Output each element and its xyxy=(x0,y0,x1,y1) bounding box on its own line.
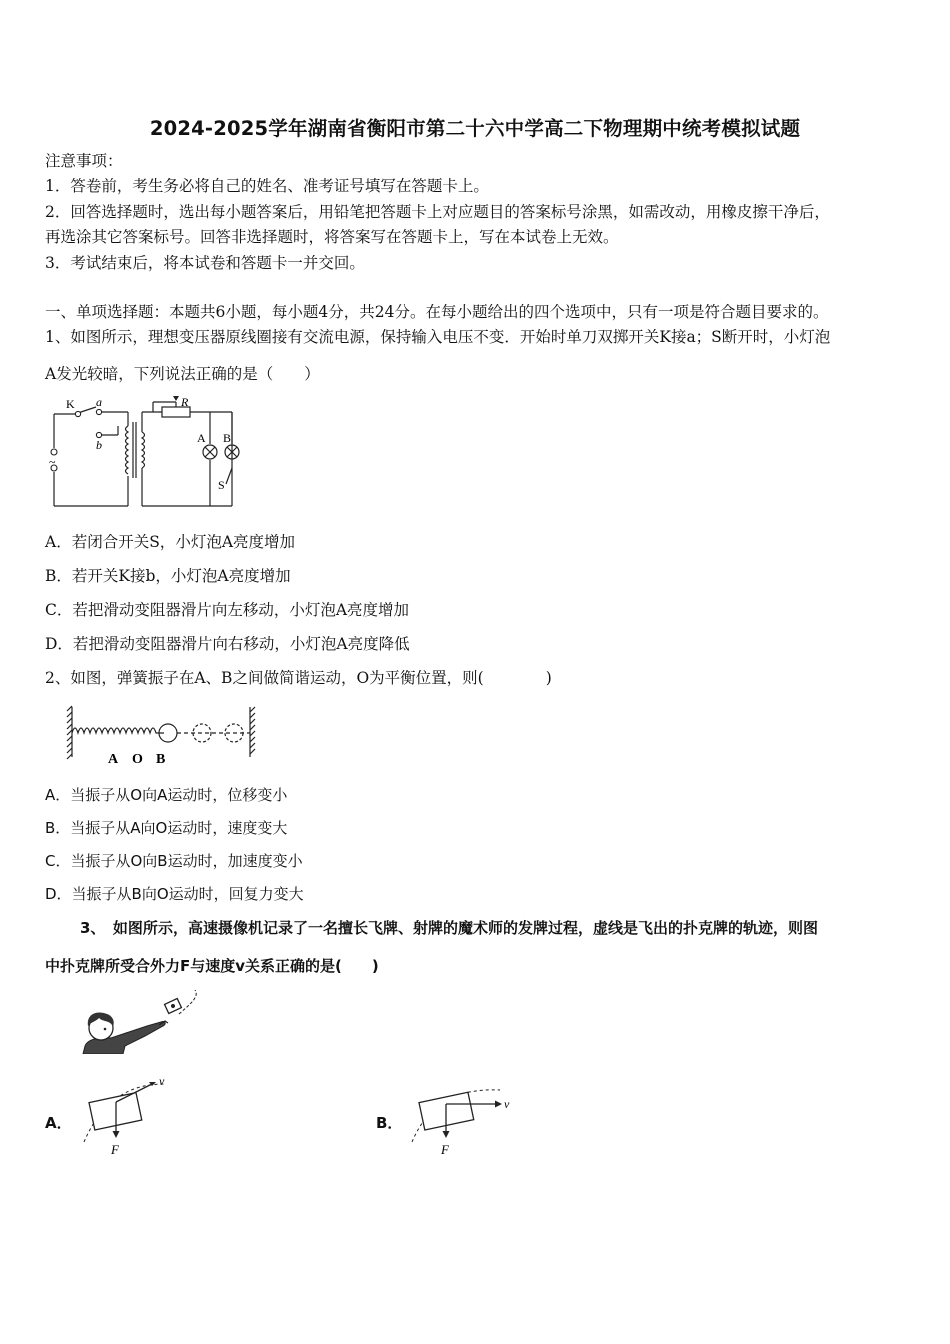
label-k: K xyxy=(66,397,75,411)
velocity-label: v xyxy=(504,1097,510,1111)
q3-option-b-label[interactable]: B． xyxy=(376,1114,403,1132)
label-a: a xyxy=(96,395,102,409)
q2-option-c[interactable]: C．当振子从O向B运动时，加速度变小 xyxy=(45,852,303,870)
ac-source-icon: ~ xyxy=(49,455,56,469)
label-o: O xyxy=(132,752,143,767)
q2-stem: 2、如图，弹簧振子在A、B之间做简谐运动，O为平衡位置，则( ) xyxy=(45,669,552,687)
q3-stem: 中扑克牌所受合外力F与速度v关系正确的是( ) xyxy=(45,957,379,975)
q1-option-c[interactable]: C．若把滑动变阻器滑片向左移动，小灯泡A亮度增加 xyxy=(45,601,410,619)
q1-stem: A发光较暗，下列说法正确的是（ ） xyxy=(45,365,320,383)
label-r: R xyxy=(181,395,189,409)
q1-stem: 1、如图所示，理想变压器原线圈接有交流电源，保持输入电压不变．开始时单刀双掷开关K接a；S断开时，小灯泡 xyxy=(45,328,831,346)
q3-option-b-figure[interactable] xyxy=(408,1072,518,1160)
force-label: F xyxy=(441,1142,449,1157)
q2-option-b[interactable]: B．当振子从A向O运动时，速度变大 xyxy=(45,819,288,837)
q1-option-b[interactable]: B．若开关K接b，小灯泡A亮度增加 xyxy=(45,567,291,585)
section-heading: 一、单项选择题：本题共6小题，每小题4分，共24分。在每小题给出的四个选项中，只有一项是符合题目要求的。 xyxy=(45,303,829,321)
label-a: A xyxy=(108,752,119,767)
q1-option-d[interactable]: D．若把滑动变阻器滑片向右移动，小灯泡A亮度降低 xyxy=(45,635,410,653)
force-label: F xyxy=(111,1142,119,1157)
label-b: B xyxy=(156,752,166,767)
notice-item: 1．答卷前，考生务必将自己的姓名、准考证号填写在答题卡上。 xyxy=(45,177,489,195)
spring-oscillator-figure xyxy=(64,703,260,769)
notice-heading: 注意事项： xyxy=(45,152,123,170)
q3-option-a-label[interactable]: A． xyxy=(45,1114,72,1132)
q2-option-a[interactable]: A．当振子从O向A运动时，位移变小 xyxy=(45,786,288,804)
notice-item: 再选涂其它答案标号。回答非选择题时，将答案写在答题卡上，写在本试卷上无效。 xyxy=(45,228,619,246)
q3-stem: 3、 如图所示，高速摄像机记录了一名擅长飞牌、射牌的魔术师的发牌过程，虚线是飞出的扑克牌的轨迹，则图 xyxy=(80,919,818,937)
magician-figure xyxy=(75,988,200,1054)
notice-item: 3．考试结束后，将本试卷和答题卡一并交回。 xyxy=(45,254,365,272)
notice-item: 2．回答选择题时，选出每小题答案后，用铅笔把答题卡上对应题目的答案标号涂黑，如需改动，用橡皮擦干净后， xyxy=(45,203,830,221)
label-b: b xyxy=(96,438,102,452)
q3-option-a-figure[interactable] xyxy=(80,1072,180,1160)
velocity-label: v xyxy=(159,1074,165,1088)
q2-option-d[interactable]: D．当振子从B向O运动时，回复力变大 xyxy=(45,885,304,903)
label-s: S xyxy=(218,478,225,492)
label-lamp-b: B xyxy=(223,431,232,445)
page-title: 2024-2025学年湖南省衡阳市第二十六中学高二下物理期中统考模拟试题 xyxy=(149,117,801,140)
q1-option-a[interactable]: A．若闭合开关S，小灯泡A亮度增加 xyxy=(45,533,296,551)
label-lamp-a: A xyxy=(197,431,206,445)
transformer-circuit-figure xyxy=(40,392,250,514)
